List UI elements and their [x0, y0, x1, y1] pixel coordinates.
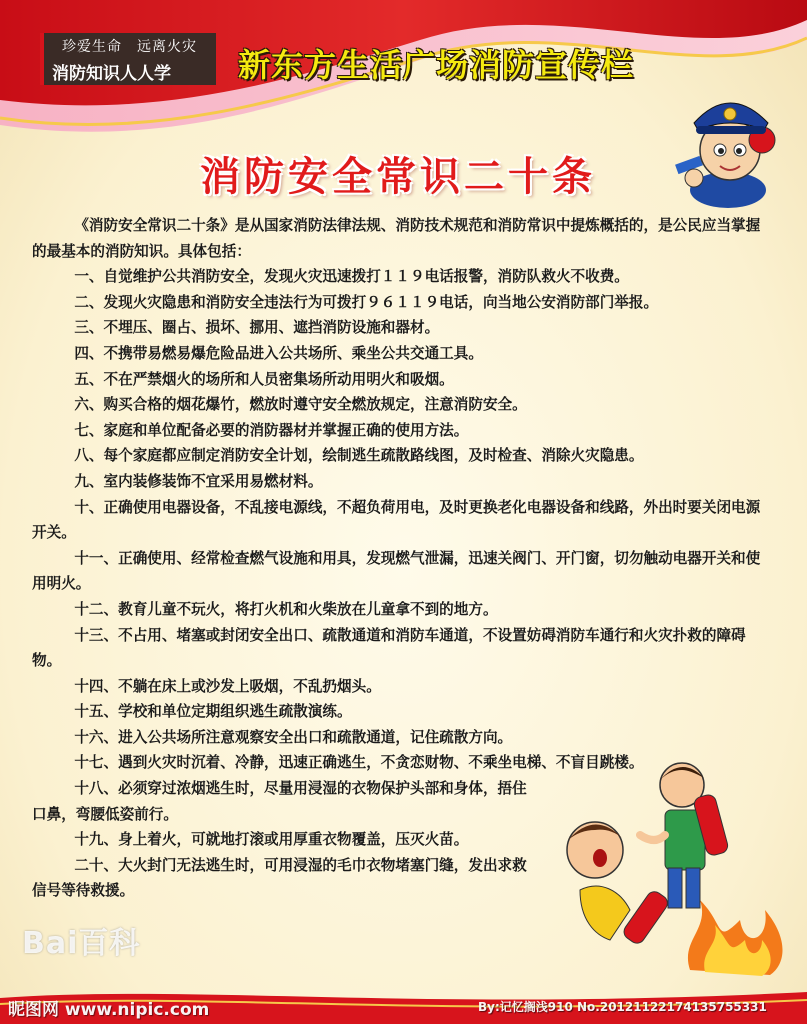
rule-item-20: 二十、大火封门无法逃生时，可用浸湿的毛巾衣物堵塞门缝，发出求救信号等待救援。: [32, 856, 527, 900]
rule-item-7: 七、家庭和单位配备必要的消防器材并掌握正确的使用方法。: [74, 421, 469, 439]
header-title: 新东方生活广场消防宣传栏: [238, 46, 635, 84]
rule-item-3: 三、不埋压、圈占、损坏、挪用、遮挡消防设施和器材。: [74, 319, 440, 337]
rule-item-1: 一、自觉维护公共消防安全，发现火灾迅速拨打１１９电话报警，消防队救火不收费。: [74, 268, 629, 286]
main-title: 消防安全常识二十条: [200, 154, 596, 200]
rule-item-16: 十六、进入公共场所注意观察安全出口和疏散通道，记住疏散方向。: [74, 728, 513, 746]
slogan-top: 珍爱生命 远离火灾: [62, 39, 197, 55]
rule-item-2: 二、发现火灾隐患和消防安全违法行为可拨打９６１１９电话，向当地公安消防部门举报。: [74, 293, 659, 311]
rule-item-4: 四、不携带易燃易爆危险品进入公共场所、乘坐公共交通工具。: [74, 344, 483, 362]
rule-item-18: 十八、必须穿过浓烟逃生时，尽量用浸湿的衣物保护头部和身体，捂住口鼻，弯腰低姿前行。: [32, 780, 527, 823]
rule-item-9: 九、室内装修装饰不宜采用易燃材料。: [74, 472, 323, 490]
intro-paragraph: 《消防安全常识二十条》是从国家消防法律法规、消防技术规范和消防常识中提炼概括的，是公民应当掌握的最基本的消防知识。具体包括：: [32, 217, 761, 260]
nipic-watermark-right: By:记忆搁浅910 No.20121122174135755331: [478, 1000, 767, 1014]
nipic-watermark-left: 昵图网 www.nipic.com: [8, 1000, 210, 1020]
firefighter-mascot-icon: [668, 78, 788, 208]
rule-item-14: 十四、不躺在床上或沙发上吸烟，不乱扔烟头。: [74, 677, 381, 695]
baidu-watermark: Bai百科: [22, 926, 141, 961]
rule-item-5: 五、不在严禁烟火的场所和人员密集场所动用明火和吸烟。: [74, 370, 454, 388]
rule-item-12: 十二、教育儿童不玩火，将打火机和火柴放在儿童拿不到的地方。: [74, 600, 498, 618]
children-fire-extinguisher-icon: [540, 740, 800, 980]
rule-item-11: 十一、正确使用、经常检查燃气设施和用具，发现燃气泄漏，迅速关阀门、开门窗，切勿触动电器开关和使用明火。: [32, 549, 761, 593]
rule-item-19: 十九、身上着火，可就地打滚或用厚重衣物覆盖，压灭火苗。: [74, 831, 469, 849]
rule-item-10: 十、正确使用电器设备，不乱接电源线，不超负荷用电，及时更换老化电器设备和线路，外出时要关闭电源开关。: [32, 498, 761, 542]
rule-item-8: 八、每个家庭都应制定消防安全计划，绘制逃生疏散路线图，及时检查、消除火灾隐患。: [74, 447, 644, 465]
rule-item-6: 六、购买合格的烟花爆竹，燃放时遵守安全燃放规定，注意消防安全。: [74, 396, 527, 414]
slogan-bottom: 消防知识人人学: [52, 64, 171, 84]
rule-item-13: 十三、不占用、堵塞或封闭安全出口、疏散通道和消防车通道，不设置妨碍消防车通行和火灾扑救的障碍物。: [32, 626, 746, 670]
rule-item-17: 十七、遇到火灾时沉着、冷静，迅速正确逃生，不贪恋财物、不乘坐电梯、不盲目跳楼。: [74, 754, 644, 772]
rule-item-15: 十五、学校和单位定期组织逃生疏散演练。: [74, 703, 352, 721]
slogan-box: [40, 33, 216, 85]
